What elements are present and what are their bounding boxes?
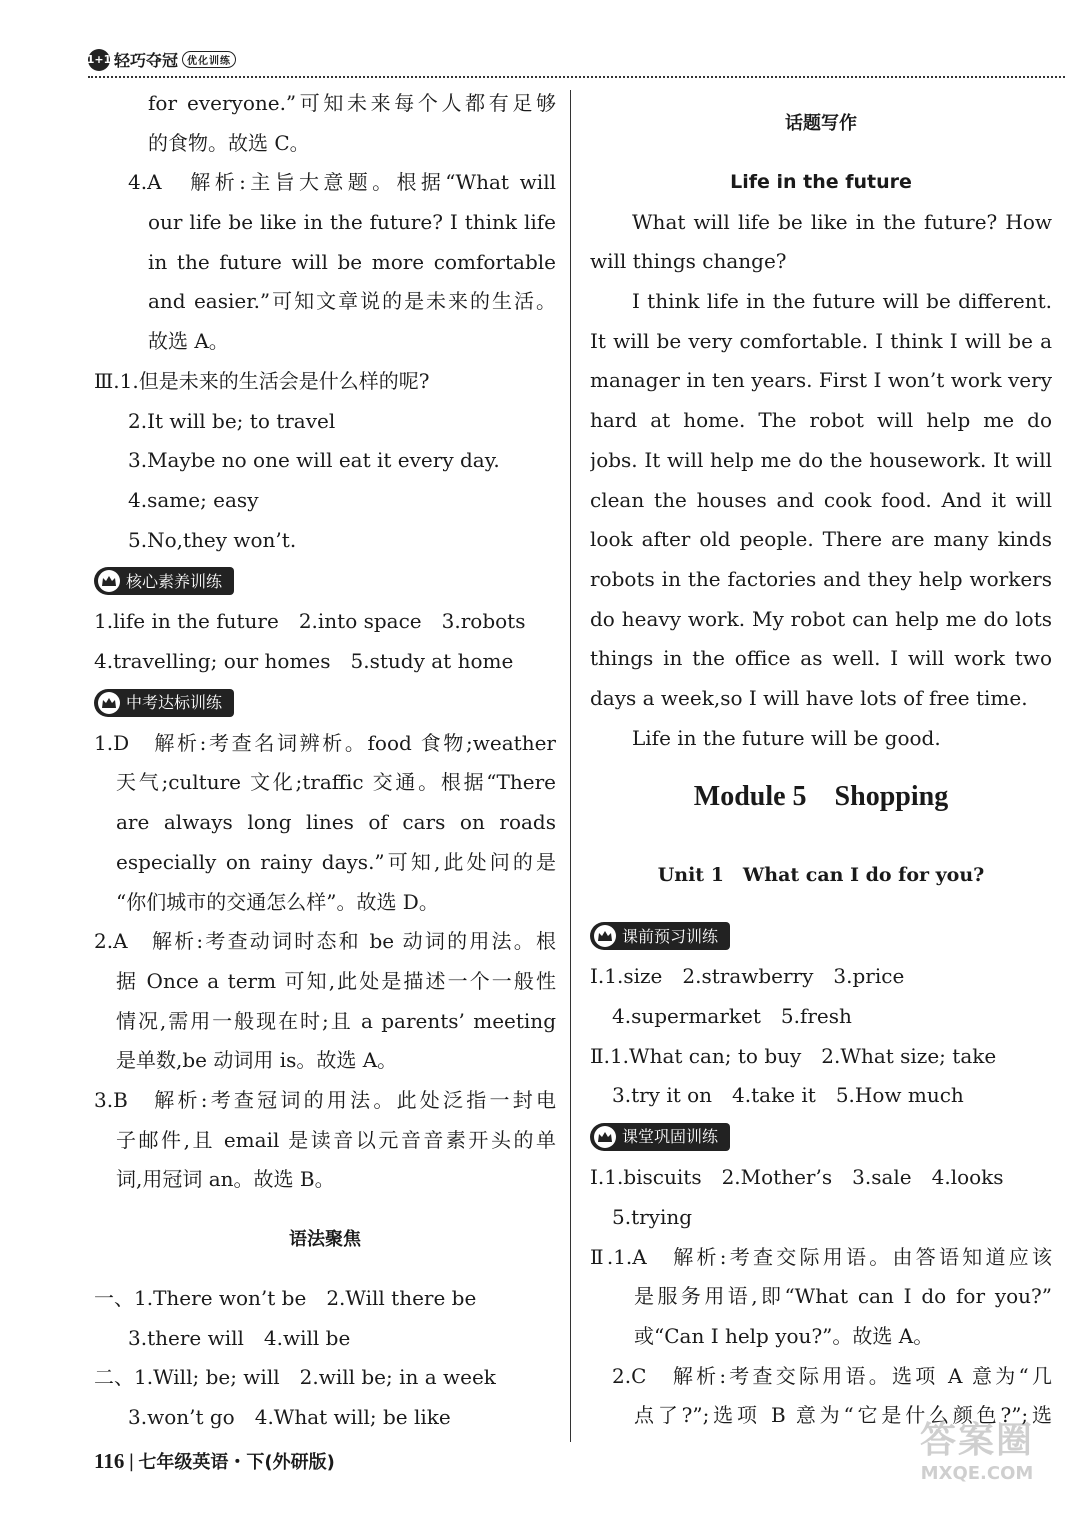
answer-line: 是服务用语,即“What can I do for you?”: [634, 1284, 1052, 1309]
answer-line: Ⅱ.1.What can; to buy 2.What size; take: [590, 1043, 997, 1068]
section-badge: [590, 1123, 730, 1151]
answer-line: 3.won’t go 4.What will; be like: [128, 1405, 451, 1430]
logo-subtitle: 优化训练: [182, 51, 236, 68]
answer-line: for everyone.”可知未来每个人都有足够: [148, 91, 556, 115]
answer-line: 3.Maybe no one will eat it every day.: [128, 448, 500, 473]
brand-logo: [88, 48, 236, 71]
logo-text: 轻巧夺冠: [114, 51, 179, 70]
answer-line: Ⅰ.1.size 2.strawberry 3.price: [590, 964, 905, 989]
right-column: [590, 84, 1052, 1436]
answer-line: 子邮件,且 email 是读音以元音音素开头的单: [116, 1127, 556, 1152]
answer-line: 天气;culture 文化;traffic 交通。根据“There: [116, 770, 556, 795]
section-badge-label: 课堂巩固训练: [622, 1127, 719, 1147]
essay-line: do heavy work. My robot can help me do lots: [590, 606, 1052, 631]
section-badge-row: [94, 560, 556, 602]
essay-line: manager in ten years. First I won’t work very: [590, 368, 1052, 393]
answer-line: 2.It will be; to travel: [128, 408, 336, 433]
answer-line: 3.B 解析:考查冠词的用法。此处泛指一封电: [94, 1087, 556, 1112]
answer-line: 3.there will 4.will be: [128, 1325, 351, 1350]
answer-line: 3.try it on 4.take it 5.How much: [612, 1083, 964, 1108]
answer-line: 5.No,they won’t.: [128, 527, 297, 552]
essay-line: I think life in the future will be different.: [632, 289, 1052, 314]
essay-line: clean the houses and cook food. And it will: [590, 487, 1052, 512]
grammar-section-title: 语法聚焦: [289, 1229, 361, 1251]
book-title: 七年级英语・下(外研版): [138, 1452, 335, 1473]
section-badge: [94, 567, 234, 595]
section-badge-row: [94, 682, 556, 724]
unit-title: Unit 1 What can I do for you?: [657, 864, 985, 887]
answer-line: Ⅰ.1.biscuits 2.Mother’s 3.sale 4.looks: [590, 1165, 1004, 1190]
answer-line: “你们城市的交通怎么样”。故选 D。: [116, 889, 439, 914]
answer-line: especially on rainy days.”可知,此处问的是: [116, 849, 556, 874]
answer-line: our life be like in the future? I think life: [148, 210, 556, 235]
section-badge-label: 中考达标训练: [126, 692, 223, 712]
essay-line: robots in the factories and they help workers: [590, 566, 1052, 591]
answer-line: 的食物。故选 C。: [148, 130, 310, 155]
answer-line: 1.D 解析:考查名词辨析。food 食物;weather: [94, 730, 556, 755]
watermark-text: 答案圈: [919, 1420, 1034, 1461]
crown-icon: [594, 925, 616, 947]
answer-line: 4.A 解析:主旨大意题。根据“What will: [128, 170, 556, 195]
answer-line: 4.travelling; our homes 5.study at home: [94, 649, 514, 674]
essay-line: What will life be like in the future? How: [632, 209, 1052, 234]
answer-line: and easier.”可知文章说的是未来的生活。: [148, 289, 556, 314]
column-divider: [570, 90, 571, 1442]
left-column: [94, 84, 556, 1438]
section-badge-row: [590, 1116, 1052, 1158]
answer-line: 4.supermarket 5.fresh: [612, 1004, 852, 1029]
essay-line: days a week,so I will have lots of free time.: [590, 685, 1028, 710]
answer-line: 5.trying: [612, 1204, 693, 1229]
page-header: [88, 46, 1066, 80]
crown-icon: [594, 1126, 616, 1148]
answer-line: 据 Once a term 可知,此处是描述一个一般性: [116, 968, 556, 993]
answer-line: 是单数,be 动词用 is。故选 A。: [116, 1048, 398, 1073]
answer-line: 情况,需用一般现在时;且 a parents’ meeting: [116, 1008, 556, 1033]
section-badge: [590, 922, 730, 950]
answer-line: 词,用冠词 an。故选 B。: [116, 1167, 335, 1192]
section-badge-label: 课前预习训练: [622, 926, 719, 946]
answer-line: 点了?”;选项 B 意为“它是什么颜色?”;选: [634, 1403, 1052, 1428]
answer-line: 2.A 解析:考查动词时态和 be 动词的用法。根: [94, 929, 556, 954]
header-dotted-rule: [88, 76, 1066, 78]
answer-line: Ⅱ.1.A 解析:考查交际用语。由答语知道应该: [590, 1244, 1052, 1269]
answer-line: 4.same; easy: [128, 487, 259, 512]
section-badge-row: [590, 915, 1052, 957]
module-title: Module 5 Shopping: [693, 781, 949, 813]
essay-line: hard at home. The robot will help me do: [590, 408, 1052, 433]
answer-line: Ⅲ.1.但是未来的生活会是什么样的呢?: [94, 368, 430, 393]
watermark: [902, 1412, 1052, 1532]
topic-writing-title: 话题写作: [785, 113, 857, 134]
essay-line: jobs. It will help me do the housework. It will: [590, 447, 1052, 472]
section-badge-label: 核心素养训练: [126, 571, 223, 591]
answer-line: 或“Can I help you?”。故选 A。: [634, 1323, 934, 1348]
answer-line: 故选 A。: [148, 329, 229, 354]
essay-title: Life in the future: [730, 171, 912, 193]
essay-line: things in the office as well. I will work two: [590, 646, 1052, 671]
watermark-url: MXQE.COM: [920, 1463, 1034, 1484]
answer-line: 一、1.There won’t be 2.Will there be: [94, 1286, 477, 1311]
answer-line: 1.life in the future 2.into space 3.robots: [94, 609, 526, 634]
essay-line: will things change?: [590, 249, 787, 274]
section-badge: [94, 689, 234, 717]
answer-line: 二、1.Will; be; will 2.will be; in a week: [94, 1365, 496, 1390]
page-footer: 116 | 七年级英语・下(外研版): [94, 1448, 335, 1473]
essay-line: Life in the future will be good.: [632, 725, 941, 750]
crown-icon: [98, 570, 120, 592]
essay-line: It will be very comfortable. I think I will be a: [590, 328, 1052, 353]
crown-icon: [98, 692, 120, 714]
answer-line: 2.C 解析:考查交际用语。选项 A 意为“几: [612, 1363, 1052, 1388]
page-number: 116: [94, 1448, 125, 1473]
answer-line: in the future will be more comfortable: [148, 249, 556, 274]
essay-line: look after old people. There are many kinds: [590, 527, 1052, 552]
logo-mark-icon: 1+1: [88, 49, 110, 71]
answer-line: are always long lines of cars on roads: [116, 810, 556, 835]
